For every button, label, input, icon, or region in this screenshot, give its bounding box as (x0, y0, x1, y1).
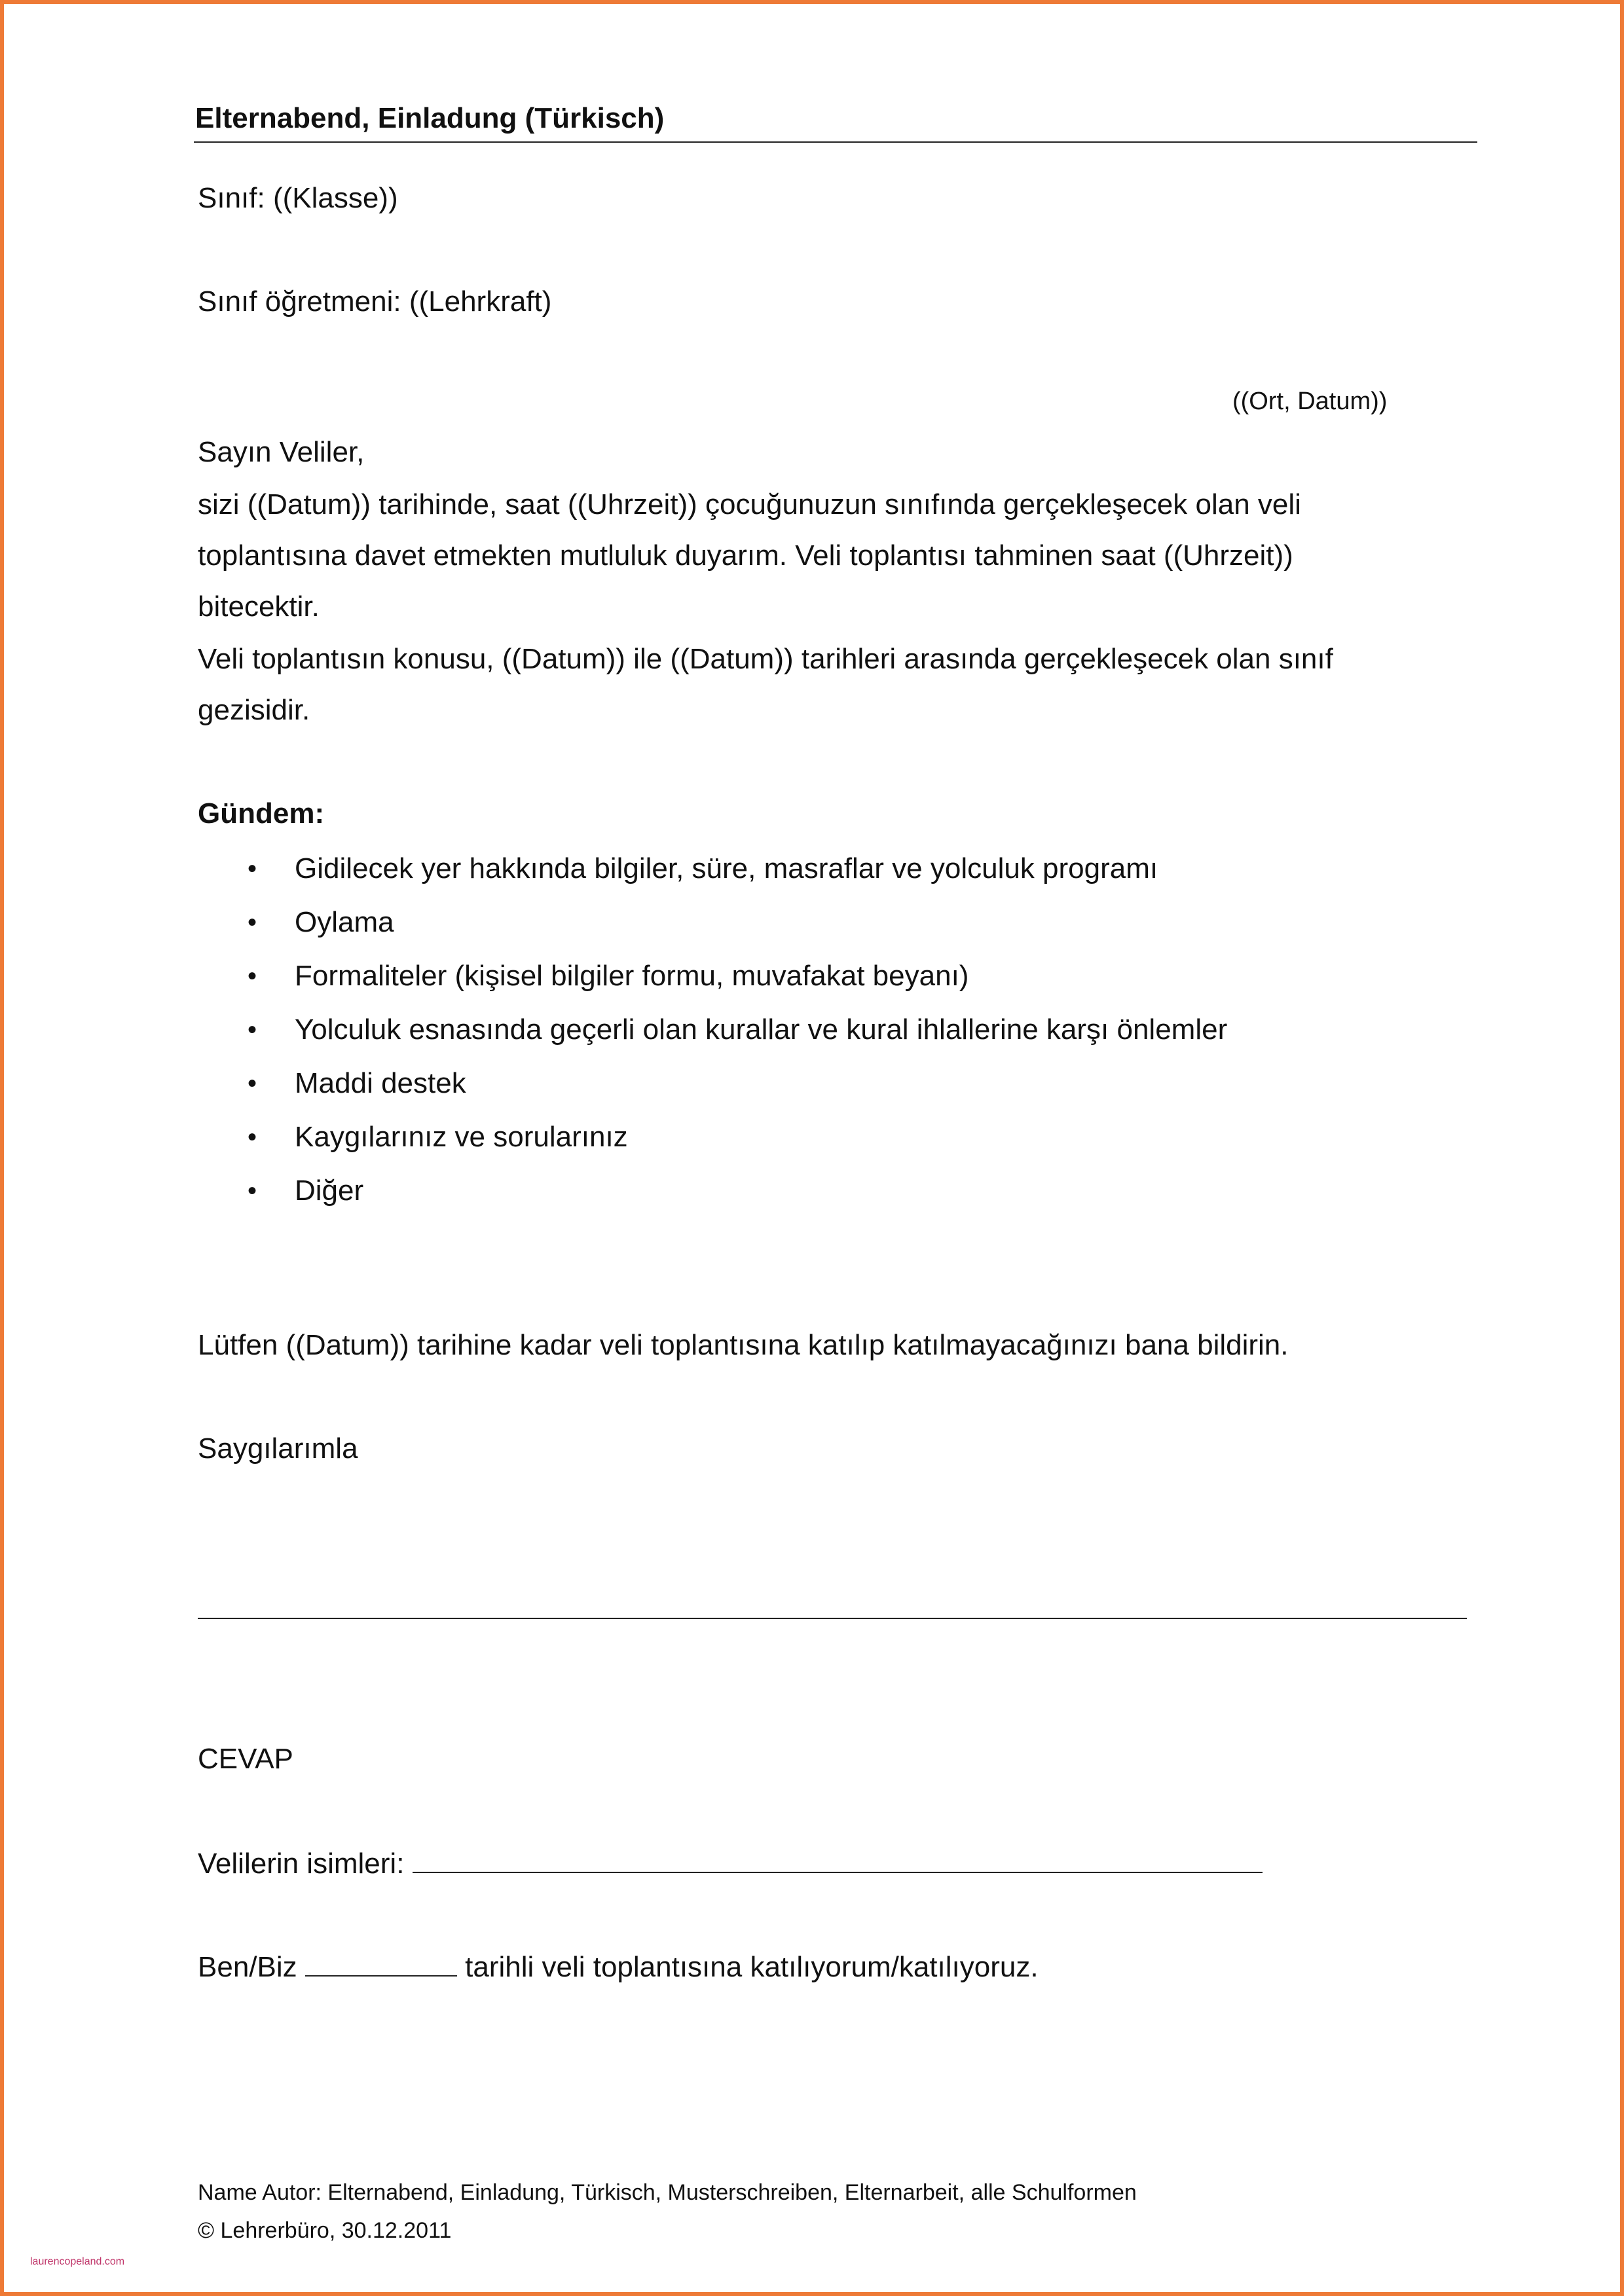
bullet-icon: • (248, 908, 257, 937)
page-title: Elternabend, Einladung (Türkisch) (195, 102, 665, 134)
salutation: Sayın Veliler, (198, 436, 365, 468)
footer-author: Name Autor: Elternabend, Einladung, Türkisch, Musterschreiben, Elternarbeit, alle Schulformen (198, 2180, 1137, 2205)
agenda-item-text: Maddi destek (295, 1067, 466, 1099)
agenda-item-text: Diğer (295, 1175, 364, 1207)
footer-copyright: © Lehrerbüro, 30.12.2011 (198, 2218, 452, 2243)
parents-names-row (198, 1838, 1263, 1889)
body-line-5: gezisidir. (198, 694, 310, 726)
title-divider (194, 141, 1477, 143)
attendance-prefix: Ben/Biz (198, 1951, 297, 1983)
agenda-item-text: Yolculuk esnasında geçerli olan kurallar ve kural ihlallerine karşı önlemler (295, 1013, 1228, 1046)
agenda-item-text: Oylama (295, 906, 394, 938)
agenda-item-text: Kaygılarınız ve sorularınız (295, 1121, 628, 1153)
reply-request: Lütfen ((Datum)) tarihine kadar veli toplantısına katılıp katılmayacağınızı bana bildirin. (198, 1329, 1289, 1361)
agenda-item (195, 1110, 1227, 1164)
body-line-4: Veli toplantısın konusu, ((Datum)) ile ((Datum)) tarihleri arasında gerçekleşecek olan sınıf (198, 643, 1333, 675)
agenda-item (195, 1164, 1227, 1218)
regards: Saygılarımla (198, 1432, 358, 1465)
agenda-item (195, 949, 1227, 1003)
agenda-item (195, 1057, 1227, 1110)
agenda-item (195, 842, 1227, 896)
reply-heading: CEVAP (198, 1743, 293, 1775)
attendance-row (198, 1942, 1039, 1993)
bullet-icon: • (248, 1015, 257, 1044)
attendance-suffix: tarihli veli toplantısına katılıyorum/katılıyoruz. (465, 1951, 1039, 1983)
parents-names-label: Velilerin isimleri: (198, 1848, 405, 1880)
body-line-1: sizi ((Datum)) tarihinde, saat ((Uhrzeit)) çocuğunuzun sınıfında gerçekleşecek olan veli (198, 488, 1301, 520)
signature-line (198, 1618, 1467, 1619)
watermark: laurencopeland.com (30, 2256, 125, 2267)
attendance-date-blank[interactable] (305, 1949, 457, 1977)
teacher-field: Sınıf öğretmeni: ((Lehrkraft) (198, 285, 552, 318)
bullet-icon: • (248, 1123, 257, 1152)
body-line-3: bitecektir. (198, 591, 320, 623)
agenda-list (195, 842, 1227, 1218)
class-field: Sınıf: ((Klasse)) (198, 182, 398, 214)
agenda-item (195, 1003, 1227, 1057)
bullet-icon: • (248, 1176, 257, 1205)
body-line-2: toplantısına davet etmekten mutluluk duyarım. Veli toplantısı tahminen saat ((Uhrzeit)) (198, 539, 1293, 572)
agenda-item-text: Gidilecek yer hakkında bilgiler, süre, masraflar ve yolculuk programı (295, 852, 1158, 884)
bullet-icon: • (248, 854, 257, 883)
bullet-icon: • (248, 1069, 257, 1098)
place-date-field: ((Ort, Datum)) (1232, 388, 1388, 415)
parents-names-blank[interactable] (413, 1846, 1263, 1873)
agenda-item (195, 896, 1227, 949)
bullet-icon: • (248, 962, 257, 991)
agenda-item-text: Formaliteler (kişisel bilgiler formu, muvafakat beyanı) (295, 960, 969, 992)
agenda-heading: Gündem: (198, 797, 325, 829)
